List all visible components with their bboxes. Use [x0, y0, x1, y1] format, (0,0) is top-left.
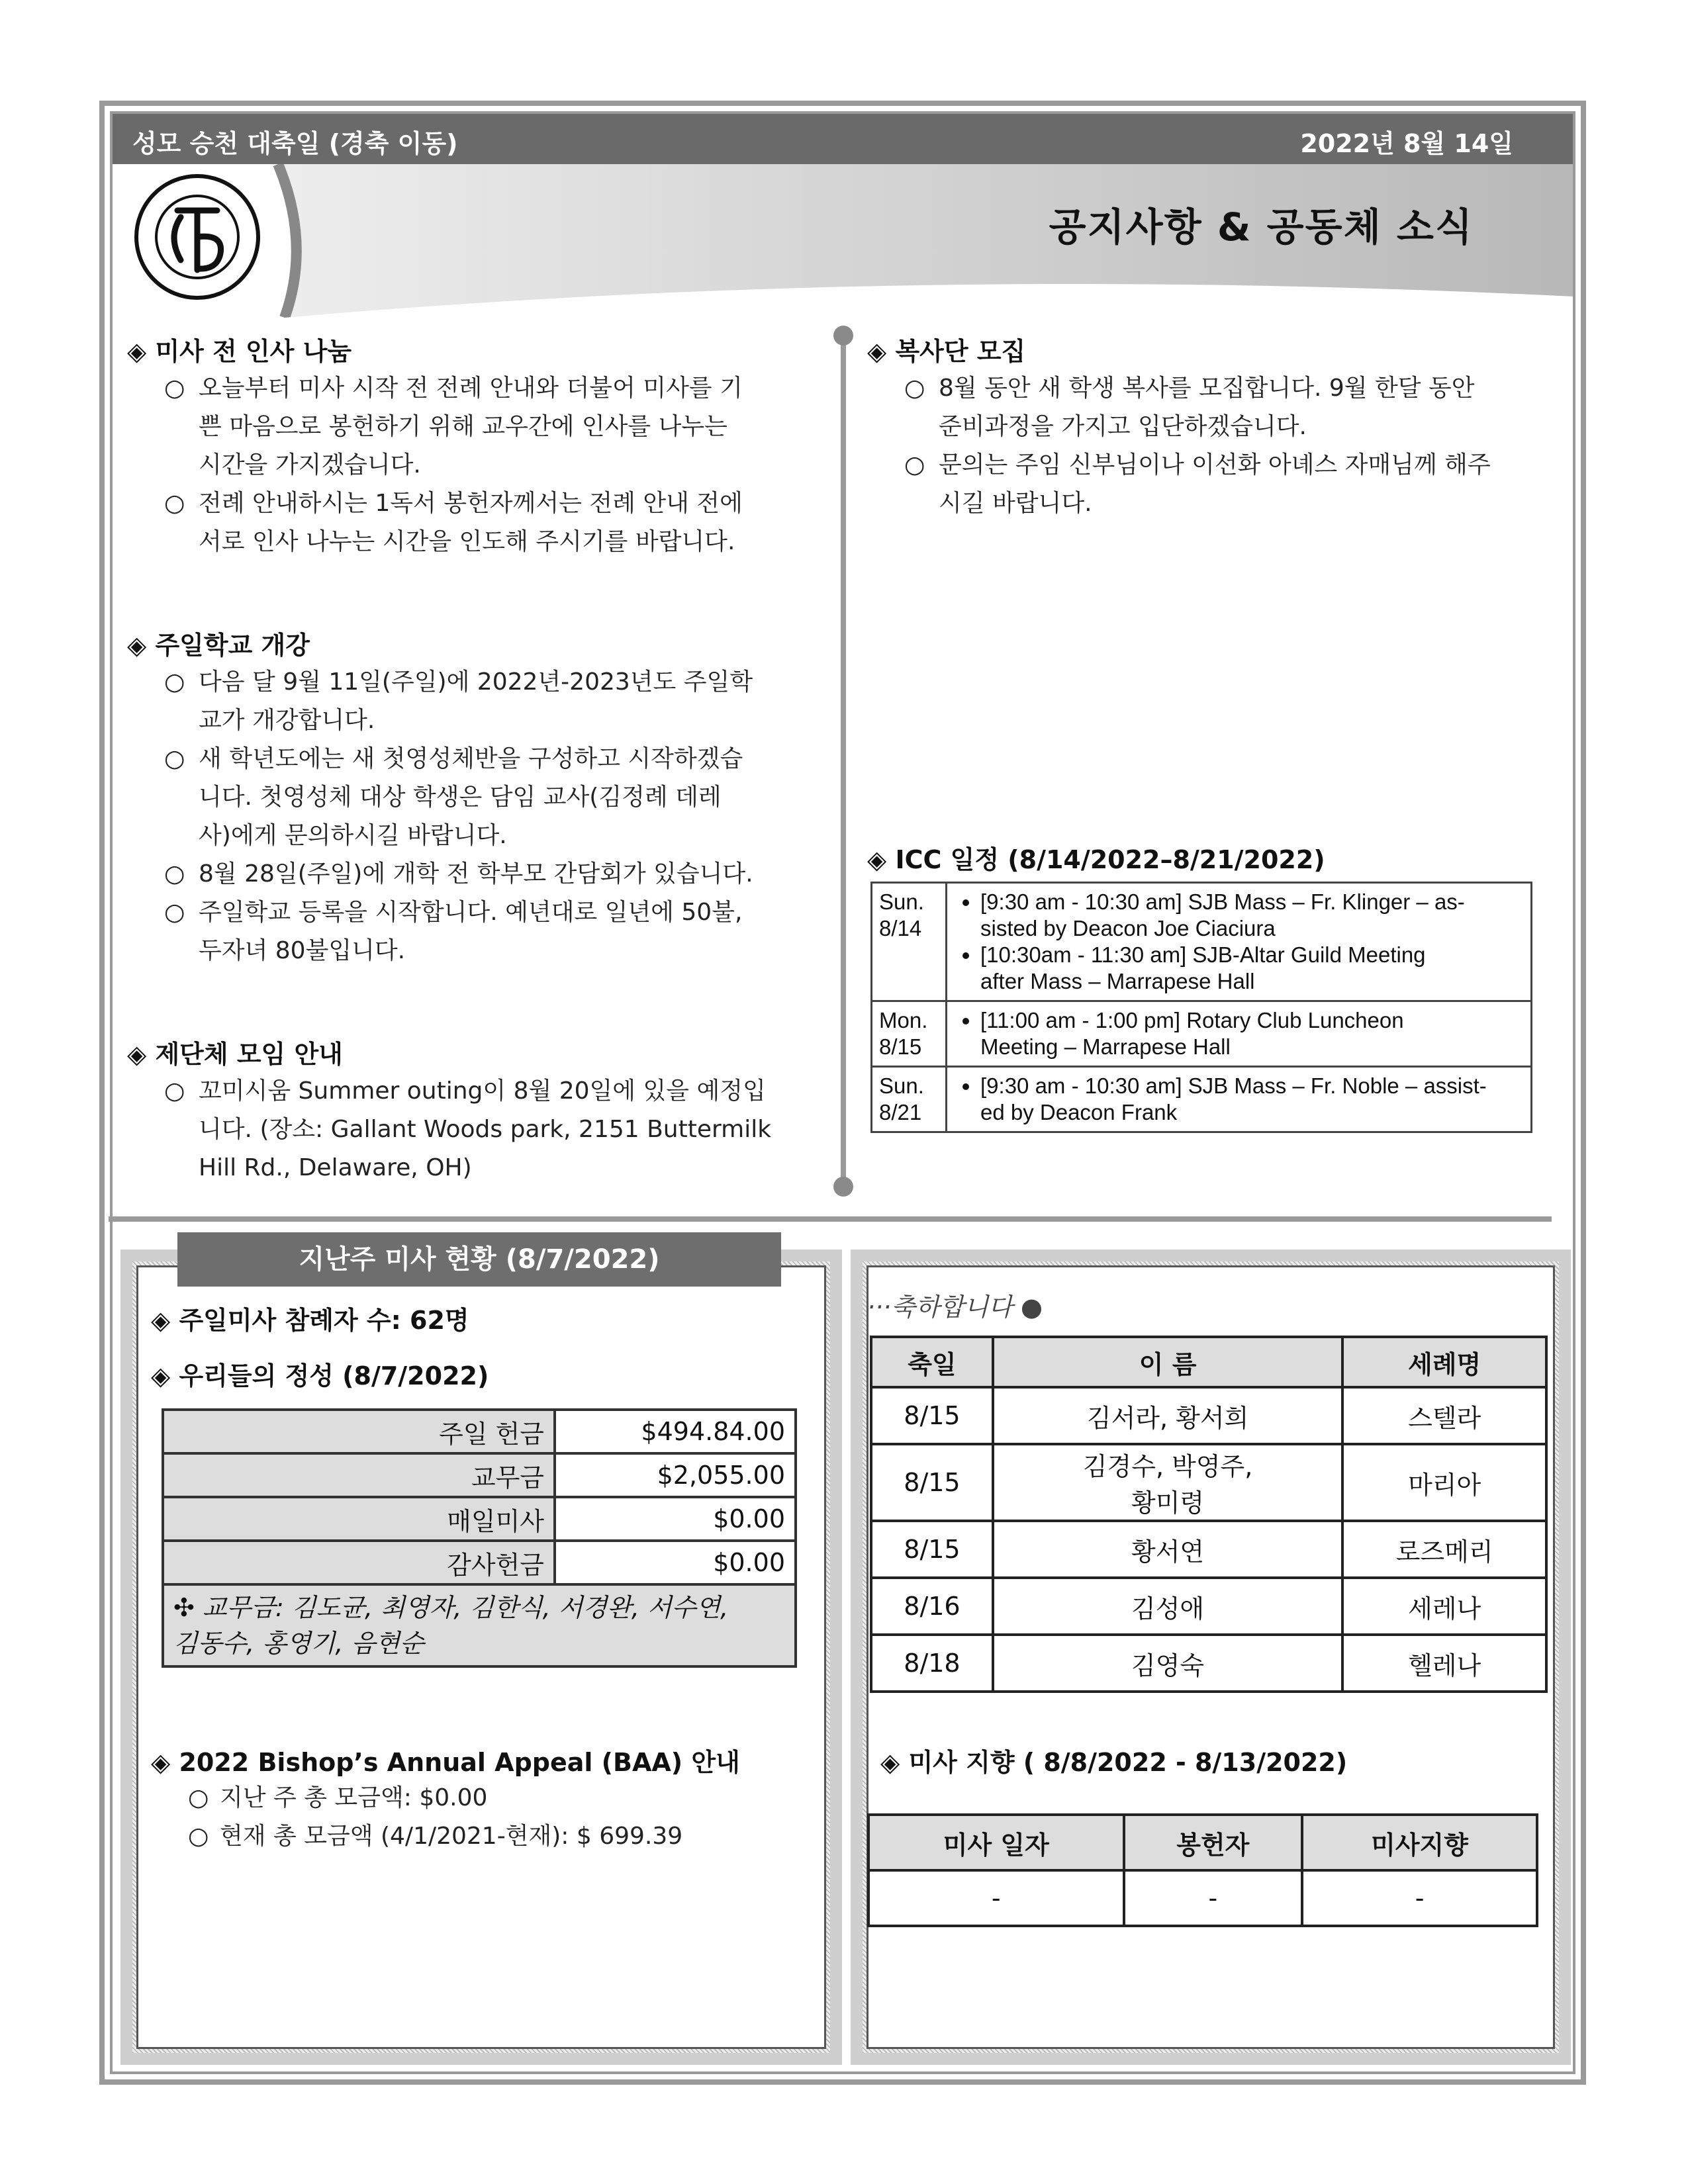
diamond-icon: ◈	[151, 1748, 171, 1777]
celebrate-name-text: 김영숙	[1131, 1651, 1205, 1680]
notice-line: 시길 바랍니다.	[939, 490, 1092, 517]
icc-events	[947, 1067, 1532, 1132]
notice-item	[164, 663, 826, 740]
celebrate-header-cell: 축일	[871, 1337, 993, 1387]
divider-dot-bottom	[833, 1177, 853, 1197]
celebrate-date: 8/18	[871, 1635, 993, 1692]
notice-item	[164, 484, 826, 561]
offering-row	[163, 1453, 796, 1497]
last-week-banner: 지난주 미사 현황 (8/7/2022)	[177, 1232, 781, 1287]
offering-note	[163, 1584, 796, 1666]
intention-cell: -	[1302, 1870, 1537, 1926]
icc-row	[872, 1001, 1532, 1067]
celebrate-row	[871, 1521, 1546, 1578]
icc-events	[947, 883, 1532, 1001]
notice-line: 사)에게 문의하시길 바랍니다.	[199, 822, 507, 849]
offering-row	[163, 1497, 796, 1541]
notice-line: 서로 인사 나누는 시간을 인도해 주시기를 바랍니다.	[199, 528, 735, 555]
baa-title: 2022 Bishop’s Annual Appeal (BAA) 안내	[179, 1748, 740, 1777]
icc-title: ICC 일정 (8/14/2022–8/21/2022)	[895, 845, 1325, 874]
offering-title: 우리들의 정성 (8/7/2022)	[179, 1361, 489, 1390]
diamond-icon: ◈	[151, 1361, 171, 1390]
notice-line: 8월 동안 새 학생 복사를 모집합니다. 9월 한달 동안	[939, 375, 1475, 402]
section-divider	[109, 1216, 1552, 1222]
notice-line: 니다. (장소: Gallant Woods park, 2151 Buttermilk	[199, 1116, 772, 1143]
intention-header-cell: 미사지향	[1302, 1815, 1537, 1870]
celebrate-name-text: 김서라, 황서희	[1086, 1403, 1249, 1433]
icc-schedule-table	[870, 882, 1532, 1133]
celebrate-date: 8/16	[871, 1578, 993, 1635]
diamond-icon: ◈	[151, 1306, 171, 1335]
section-title: 제단체 모임 안내	[146, 1040, 343, 1069]
offering-value: $2,055.00	[555, 1453, 796, 1497]
section-heading	[867, 331, 1025, 367]
icc-event-text: Meeting – Marrapese Hall	[980, 1034, 1231, 1059]
diamond-icon: ◈	[880, 1748, 900, 1777]
celebrate-header-row	[871, 1337, 1546, 1387]
offering-row	[163, 1541, 796, 1584]
notice-line: 쁜 마음으로 봉헌하기 위해 교우간에 인사를 나누는	[199, 413, 727, 440]
icc-heading	[867, 839, 1325, 876]
notice-item	[164, 369, 826, 484]
circle-bullet-icon: ○	[164, 745, 185, 772]
celebrate-baptismal: 헬레나	[1342, 1635, 1546, 1692]
diamond-icon: ◈	[127, 1040, 147, 1069]
offering-value: $0.00	[555, 1497, 796, 1541]
icc-event	[980, 942, 1524, 995]
celebrate-name	[993, 1578, 1342, 1635]
icc-event-list	[954, 1007, 1524, 1060]
notice-item	[904, 369, 1566, 446]
icc-day	[872, 883, 947, 1001]
offering-value: $0.00	[555, 1541, 796, 1584]
intention-header-row	[868, 1815, 1537, 1870]
baa-item-text: 현재 총 모금액 (4/1/2021-현재): $ 699.39	[220, 1823, 683, 1850]
diamond-icon: ◈	[127, 337, 147, 366]
intention-table	[867, 1813, 1538, 1927]
icc-row	[872, 883, 1532, 1001]
icc-day	[872, 1001, 947, 1067]
offering-note-text: 김동수, 홍영기, 음현순	[173, 1629, 424, 1658]
celebrate-tag: ···축하합니다 ●	[867, 1293, 1043, 1322]
celebrate-baptismal: 마리아	[1342, 1444, 1546, 1521]
cross-icon: ✣	[173, 1593, 203, 1622]
diamond-icon: ◈	[867, 337, 887, 366]
intention-title: 미사 지향 ( 8/8/2022 - 8/13/2022)	[908, 1748, 1348, 1777]
icc-row	[872, 1067, 1532, 1132]
section-heading	[127, 1034, 343, 1070]
circle-bullet-icon: ○	[164, 1077, 185, 1105]
section-title: 주일학교 개강	[146, 631, 310, 660]
offering-heading	[151, 1355, 489, 1392]
notice-line: 준비과정을 가지고 입단하겠습니다.	[939, 413, 1307, 440]
celebrate-row	[871, 1578, 1546, 1635]
circle-bullet-icon: ○	[164, 375, 185, 402]
banner	[113, 164, 1573, 318]
circle-bullet-icon: ○	[164, 668, 185, 696]
celebrate-date: 8/15	[871, 1521, 993, 1578]
notice-line: 다음 달 9월 11일(주일)에 2022년-2023년도 주일학	[199, 668, 753, 696]
notice-line: 두자녀 80불입니다.	[199, 937, 406, 964]
notice-line: 니다. 첫영성체 대상 학생은 담임 교사(김정례 데레	[199, 784, 722, 811]
offering-note-text: 교무금: 김도균, 최영자, 김한식, 서경완, 서수연,	[202, 1593, 729, 1622]
celebrate-name-text: 황서연	[1131, 1537, 1205, 1567]
notice-line: 주일학교 등록을 시작합니다. 예년대로 일년에 50불,	[199, 899, 743, 926]
notice-line: 꼬미시움 Summer outing이 8월 20일에 있을 예정입	[199, 1077, 766, 1105]
icc-event-text: ed by Deacon Frank	[980, 1100, 1178, 1124]
offering-label: 주일 헌금	[163, 1410, 555, 1453]
baa-item-text: 지난 주 총 모금액: $0.00	[220, 1784, 488, 1811]
icc-event-list	[954, 1073, 1524, 1126]
icc-day-text: 8/14	[879, 916, 922, 940]
icc-event-text: sisted by Deacon Joe Ciaciura	[980, 916, 1276, 940]
celebrate-name	[993, 1387, 1342, 1444]
celebrate-name-text: 황미령	[1131, 1488, 1205, 1518]
icc-day	[872, 1067, 947, 1132]
circle-bullet-icon: ○	[188, 1823, 209, 1850]
offering-value: $494.84.00	[555, 1410, 796, 1453]
icc-day-text: Sun.	[879, 1073, 924, 1098]
section-title: 미사 전 인사 나눔	[146, 337, 352, 366]
intention-header-cell: 봉헌자	[1124, 1815, 1303, 1870]
circle-bullet-icon: ○	[164, 899, 185, 926]
section-title: 복사단 모집	[886, 337, 1026, 366]
icc-event	[980, 1073, 1524, 1126]
icc-events	[947, 1001, 1532, 1067]
offering-note-row	[163, 1584, 796, 1666]
icc-event	[980, 1007, 1524, 1060]
celebrate-date: 8/15	[871, 1444, 993, 1521]
intention-heading	[880, 1742, 1347, 1778]
feast-title: 성모 승천 대축일 (경축 이동)	[132, 129, 458, 158]
circle-bullet-icon: ○	[164, 860, 185, 887]
attendance-heading	[151, 1300, 469, 1336]
notice-line: 교가 개강합니다.	[199, 707, 375, 734]
celebrate-name	[993, 1444, 1342, 1521]
notice-line: 오늘부터 미사 시작 전 전례 안내와 더불어 미사를 기	[199, 375, 743, 402]
baa-item	[188, 1817, 784, 1856]
diamond-icon: ◈	[867, 845, 887, 874]
bulletin-date: 2022년 8월 14일	[1300, 129, 1513, 158]
celebrate-baptismal: 세레나	[1342, 1578, 1546, 1635]
attendance-text: 주일미사 참례자 수: 62명	[179, 1306, 469, 1335]
offering-table	[162, 1408, 797, 1668]
intention-cell: -	[868, 1870, 1124, 1926]
right-column	[867, 331, 1569, 794]
notice-line: Hill Rd., Delaware, OH)	[199, 1154, 472, 1181]
left-column	[127, 331, 829, 1181]
icc-event	[980, 889, 1524, 942]
icc-event-text: [9:30 am - 10:30 am] SJB Mass – Fr. Noble – assist-	[980, 1073, 1487, 1098]
icc-day-text: 8/15	[879, 1034, 922, 1059]
baa-heading	[151, 1742, 740, 1778]
celebrate-name	[993, 1521, 1342, 1578]
church-logo	[131, 171, 263, 303]
divider-dot-top	[833, 326, 853, 345]
celebrate-name-text: 김성애	[1131, 1594, 1205, 1623]
circle-bullet-icon: ○	[904, 451, 925, 478]
offering-label: 감사헌금	[163, 1541, 555, 1584]
notice-line: 시간을 가지겠습니다.	[199, 451, 421, 478]
offering-label: 매일미사	[163, 1497, 555, 1541]
intention-cell: -	[1124, 1870, 1303, 1926]
celebrate-row	[871, 1387, 1546, 1444]
icc-day-text: Sun.	[879, 889, 924, 914]
baa-item	[188, 1779, 784, 1817]
icc-event-text: [11:00 am - 1:00 pm] Rotary Club Luncheon	[980, 1008, 1404, 1032]
section-heading	[127, 331, 352, 367]
notice-item	[904, 446, 1566, 523]
notice-item	[164, 1072, 826, 1187]
icc-event-text: [10:30am - 11:30 am] SJB-Altar Guild Meeting	[980, 942, 1426, 967]
notice-line: 문의는 주임 신부님이나 이선화 아녜스 자매님께 해주	[939, 451, 1491, 478]
celebrate-row	[871, 1635, 1546, 1692]
header-bar	[113, 114, 1573, 164]
circle-bullet-icon: ○	[164, 490, 185, 517]
notice-line: 새 학년도에는 새 첫영성체반을 구성하고 시작하겠습	[199, 745, 743, 772]
diamond-icon: ◈	[127, 631, 147, 660]
celebrate-date: 8/15	[871, 1387, 993, 1444]
page-title: 공지사항 & 공동체 소식	[1049, 205, 1474, 250]
circle-bullet-icon: ○	[188, 1784, 209, 1811]
celebrate-baptismal: 스텔라	[1342, 1387, 1546, 1444]
icc-event-text: [9:30 am - 10:30 am] SJB Mass – Fr. Klinger – as-	[980, 889, 1465, 914]
icc-event-text: after Mass – Marrapese Hall	[980, 969, 1255, 993]
notice-line: 전례 안내하시는 1독서 봉헌자께서는 전례 안내 전에	[199, 490, 743, 517]
celebrate-baptismal: 로즈메리	[1342, 1521, 1546, 1578]
offering-row	[163, 1410, 796, 1453]
icc-event-list	[954, 889, 1524, 995]
notice-item	[164, 893, 826, 970]
celebrate-header-cell: 이 름	[993, 1337, 1342, 1387]
celebrate-header-cell: 세례명	[1342, 1337, 1546, 1387]
celebrate-table	[870, 1336, 1548, 1693]
offering-label: 교무금	[163, 1453, 555, 1497]
notice-item	[164, 740, 826, 855]
intention-row	[868, 1870, 1537, 1926]
celebrate-name	[993, 1635, 1342, 1692]
icc-day-text: Mon.	[879, 1008, 928, 1032]
notice-item	[164, 855, 826, 893]
section-heading	[127, 625, 310, 661]
notice-line: 8월 28일(주일)에 개학 전 학부모 간담회가 있습니다.	[199, 860, 753, 887]
celebrate-name-text: 김경수, 박영주,	[1082, 1452, 1253, 1481]
column-divider	[841, 332, 846, 1186]
circle-bullet-icon: ○	[904, 375, 925, 402]
celebrate-row	[871, 1444, 1546, 1521]
icc-day-text: 8/21	[879, 1100, 922, 1124]
intention-header-cell: 미사 일자	[868, 1815, 1124, 1870]
